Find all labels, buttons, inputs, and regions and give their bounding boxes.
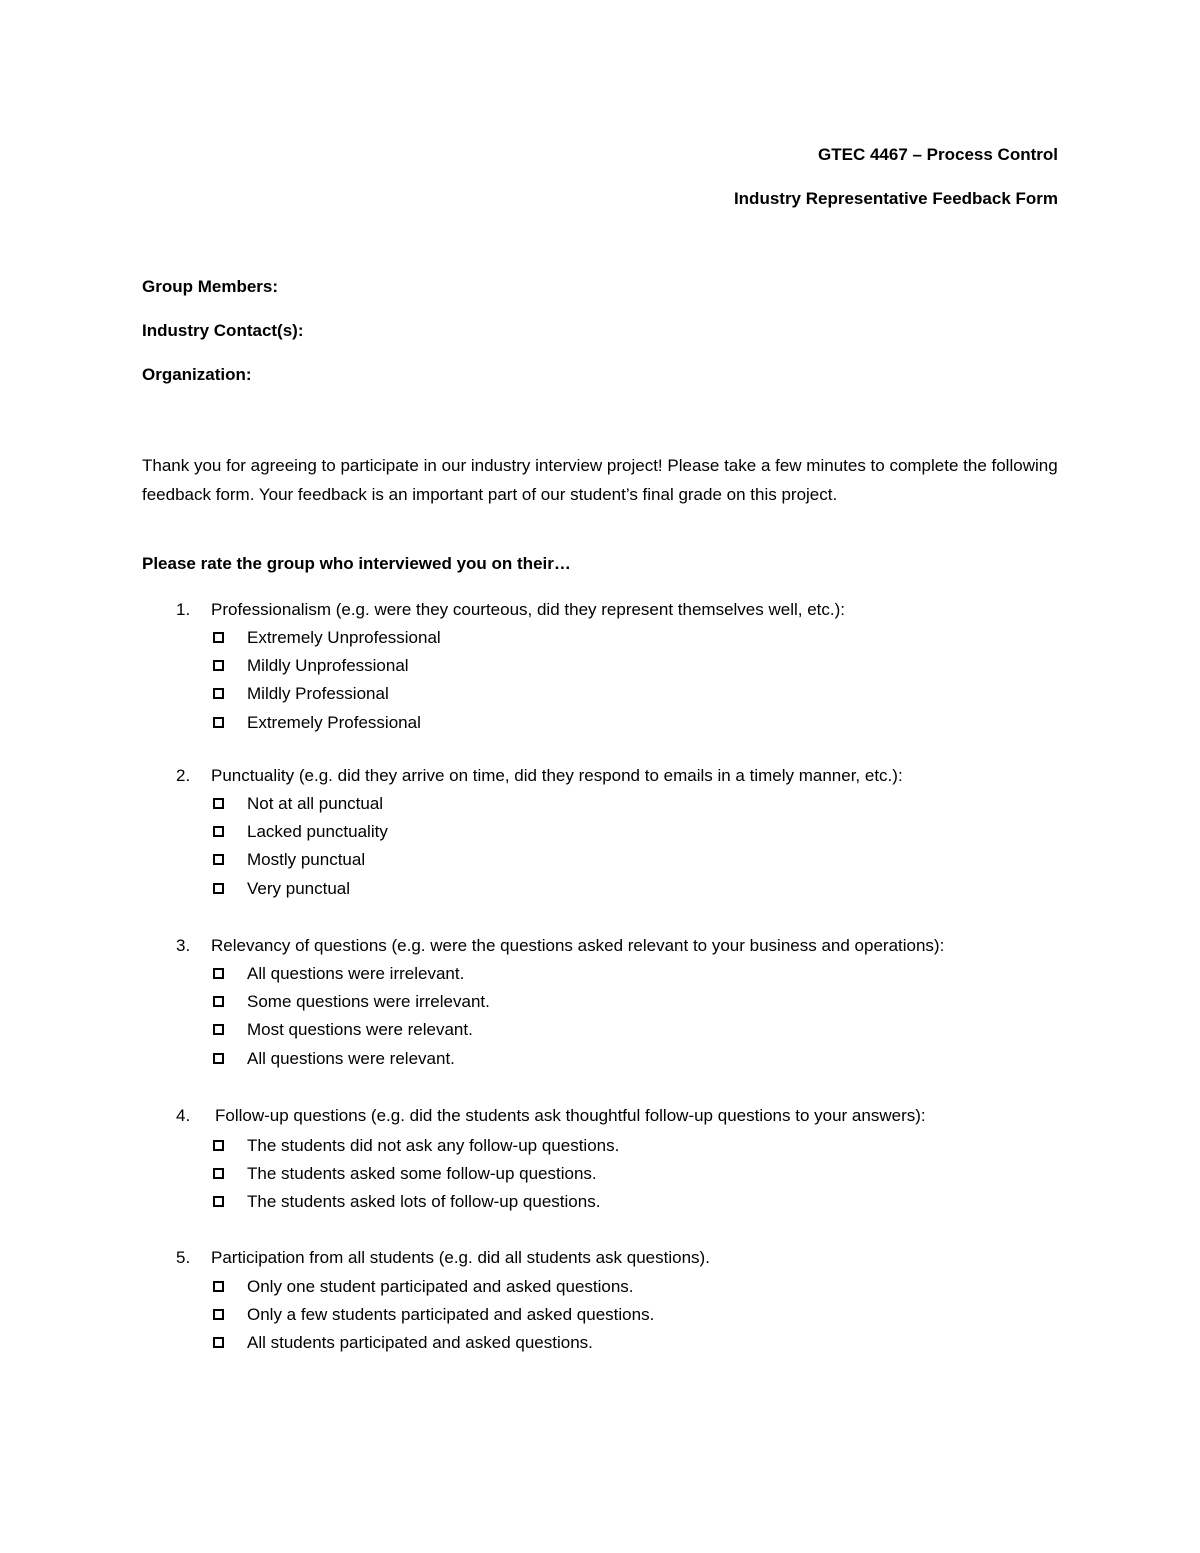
checkbox[interactable]	[213, 660, 224, 671]
checkbox[interactable]	[213, 688, 224, 699]
option-label: All questions were relevant.	[247, 1048, 455, 1068]
checkbox[interactable]	[213, 1337, 224, 1348]
question-header	[0, 1244, 1200, 1272]
question-number: 5.	[176, 1248, 191, 1267]
question-3	[0, 932, 1200, 1073]
checkbox[interactable]	[213, 883, 224, 894]
checkbox[interactable]	[213, 996, 224, 1007]
option-label: Lacked punctuality	[247, 822, 388, 842]
checkbox[interactable]	[213, 1281, 224, 1292]
option-label: Extremely Unprofessional	[247, 628, 441, 647]
course-title: GTEC 4467 – Process Control	[818, 145, 1058, 164]
option-item	[0, 1329, 1200, 1357]
option-item	[0, 818, 1200, 846]
option-label: Very punctual	[247, 878, 351, 898]
question-number: 4.	[176, 1106, 191, 1125]
checkbox[interactable]	[213, 1168, 224, 1179]
checkbox[interactable]	[213, 826, 224, 837]
option-label: Only one student participated and asked questions.	[247, 1277, 634, 1296]
option-item	[0, 1132, 1200, 1160]
option-item	[0, 960, 1200, 988]
option-item	[0, 988, 1200, 1016]
checkbox[interactable]	[213, 798, 224, 809]
question-text: Follow-up questions (e.g. did the students ask thoughtful follow-up questions to your answers):	[215, 1106, 926, 1125]
option-item	[0, 1301, 1200, 1329]
option-label: Mildly Unprofessional	[247, 656, 409, 676]
question-1	[0, 596, 1200, 737]
option-label: Some questions were irrelevant.	[247, 992, 490, 1012]
question-header	[0, 596, 1200, 624]
option-item	[0, 1045, 1200, 1073]
question-number: 2.	[176, 766, 191, 785]
option-item	[0, 709, 1200, 737]
option-item	[0, 1160, 1200, 1188]
checkbox[interactable]	[213, 1196, 224, 1207]
intro-paragraph: Thank you for agreeing to participate in our industry interview project! Please take a few minutes to complete the following feedback form. Your feedback is an important part of our student’s final grade on this project.	[142, 456, 1058, 504]
checkbox[interactable]	[213, 717, 224, 728]
question-number: 1.	[176, 600, 191, 619]
option-label: The students asked some follow-up questions.	[247, 1164, 597, 1184]
question-4	[0, 1102, 1200, 1217]
question-number: 3.	[176, 936, 191, 955]
option-label: Only a few students participated and asked questions.	[247, 1305, 655, 1325]
rating-prompt: Please rate the group who interviewed you on their…	[142, 554, 571, 573]
question-text: Participation from all students (e.g. did all students ask questions).	[211, 1248, 710, 1267]
option-item	[0, 652, 1200, 680]
checkbox[interactable]	[213, 968, 224, 979]
industry-contacts-label: Industry Contact(s):	[142, 321, 304, 340]
question-header	[0, 762, 1200, 790]
option-item	[0, 1188, 1200, 1216]
question-text: Professionalism (e.g. were they courteous, did they represent themselves well, etc.):	[211, 600, 846, 619]
form-title: Industry Representative Feedback Form	[733, 189, 1058, 208]
option-item	[0, 680, 1200, 708]
organization-label: Organization:	[142, 365, 252, 384]
question-header	[0, 1102, 1200, 1130]
option-label: Mildly Professional	[247, 684, 389, 704]
checkbox[interactable]	[213, 1309, 224, 1320]
option-item	[0, 1016, 1200, 1044]
option-label: The students asked lots of follow-up questions.	[247, 1192, 601, 1212]
question-text: Relevancy of questions (e.g. were the questions asked relevant to your business and operations):	[211, 936, 945, 955]
question-header	[0, 932, 1200, 960]
question-5	[0, 1244, 1200, 1358]
checkbox[interactable]	[213, 1024, 224, 1035]
checkbox[interactable]	[213, 1140, 224, 1151]
option-label: Not at all punctual	[247, 794, 384, 813]
option-item	[0, 790, 1200, 818]
option-item	[0, 1273, 1200, 1301]
option-label: Mostly punctual	[247, 850, 366, 870]
option-item	[0, 846, 1200, 874]
option-label: All students participated and asked questions.	[247, 1333, 593, 1353]
option-label: All questions were irrelevant.	[247, 964, 465, 983]
option-label: Extremely Professional	[247, 712, 421, 732]
option-item	[0, 624, 1200, 652]
checkbox[interactable]	[213, 632, 224, 643]
question-2	[0, 762, 1200, 903]
question-text: Punctuality (e.g. did they arrive on time, did they respond to emails in a timely manner, etc.):	[211, 766, 903, 785]
group-members-label: Group Members:	[142, 277, 279, 296]
option-label: The students did not ask any follow-up questions.	[247, 1136, 620, 1155]
option-label: Most questions were relevant.	[247, 1020, 473, 1040]
option-item	[0, 875, 1200, 903]
checkbox[interactable]	[213, 854, 224, 865]
checkbox[interactable]	[213, 1053, 224, 1064]
